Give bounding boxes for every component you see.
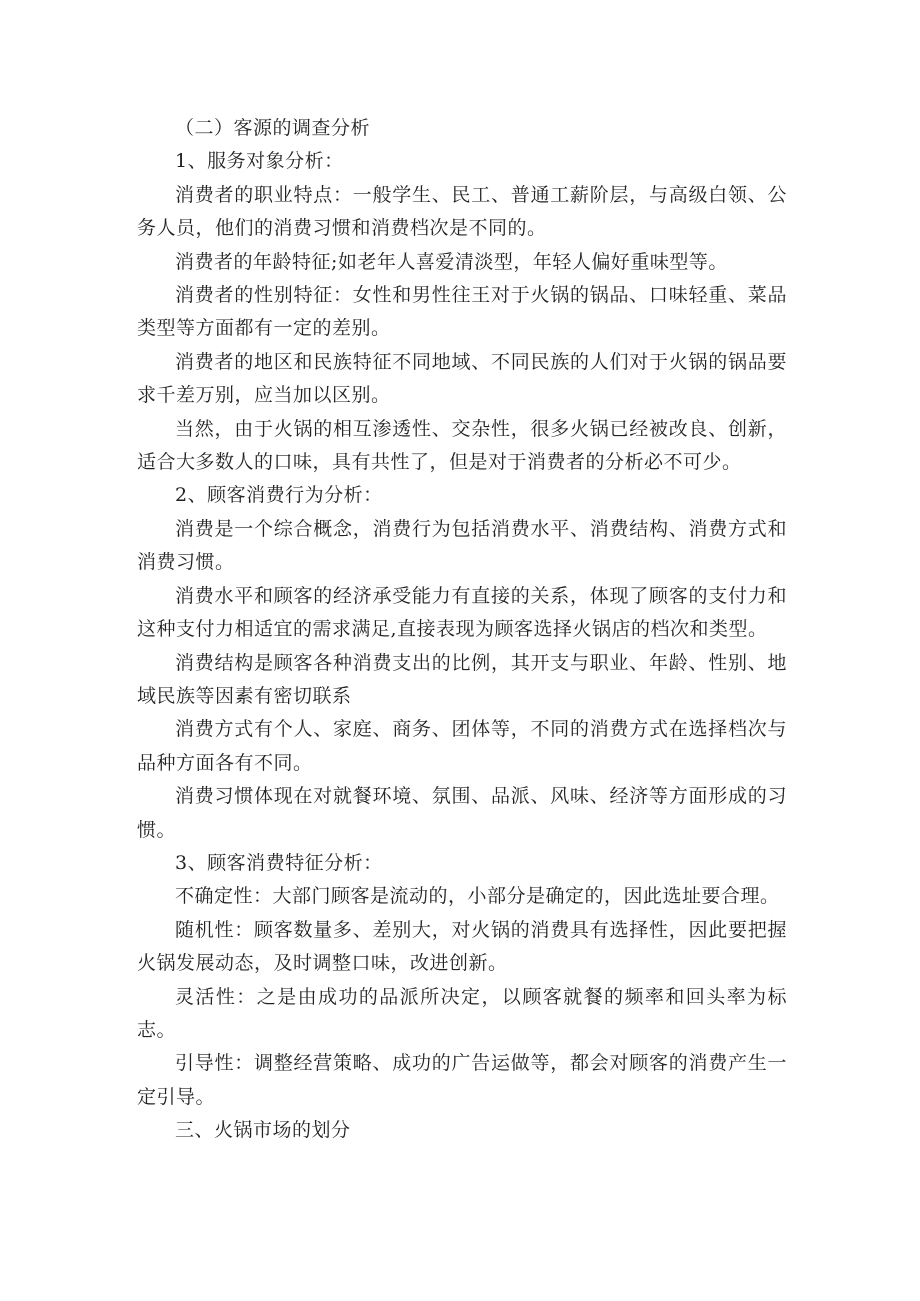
paragraph-consumption-mode: 消费方式有个人、家庭、商务、团体等，不同的消费方式在选择档次与品种方面各有不同。 (137, 718, 787, 774)
section-heading-customer-source: （二）客源的调查分析 (175, 117, 371, 139)
paragraph-consumption-habit: 消费习惯体现在对就餐环境、氛围、品派、风味、经济等方面形成的习惯。 (137, 785, 787, 841)
subheading-service-target: 1、服务对象分析： (175, 150, 344, 173)
paragraph-consumption-structure: 消费结构是顾客各种消费支出的比例，其开支与职业、年龄、性别、地域民族等因素有密切联系 (137, 651, 787, 707)
document-body (137, 112, 787, 1148)
paragraph-region-ethnicity: 消费者的地区和民族特征不同地域、不同民族的人们对于火锅的锅品要求千差万别，应当加以区别。 (137, 350, 787, 407)
paragraph-flexibility: 灵活性：之是由成功的品派所决定，以顾客就餐的频率和回头率为标志。 (137, 985, 787, 1041)
paragraph-uncertainty: 不确定性：大部门顾客是流动的，小部分是确定的，因此选址要合理。 (175, 885, 780, 908)
section-heading-market-division: 三、火锅市场的划分 (175, 1119, 351, 1142)
paragraph-gender: 消费者的性别特征：女性和男性往王对于火锅的锅品、口味轻重、菜品类型等方面都有一定的差别。 (137, 284, 787, 340)
paragraph-age: 消费者的年龄特征;如老年人喜爱清淡型，年轻人偏好重味型等。 (175, 250, 728, 273)
paragraph-randomness: 随机性：顾客数量多、差别大，对火锅的消费具有选择性，因此要把握火锅发展动态，及时调整口味，改进创新。 (137, 918, 787, 975)
paragraph-occupation: 消费者的职业特点：一般学生、民工、普通工薪阶层，与高级白领、公务人员，他们的消费习惯和消费档次是不同的。 (137, 183, 787, 240)
subheading-consumer-behavior: 2、顾客消费行为分析： (175, 484, 383, 507)
paragraph-consumption-level: 消费水平和顾客的经济承受能力有直接的关系，体现了顾客的支付力和这种支付力相适宜的需求满足,直接表现为顾客选择火锅店的档次和类型。 (137, 584, 787, 641)
paragraph-commonality: 当然，由于火锅的相互渗透性、交杂性，很多火锅已经被改良、创新，适合大多数人的口味，具有共性了，但是对于消费者的分析必不可少。 (137, 417, 787, 474)
paragraph-guidance: 引导性：调整经营策略、成功的广告运做等，都会对顾客的消费产生一定引导。 (137, 1052, 787, 1108)
paragraph-consumption-concept: 消费是一个综合概念，消费行为包括消费水平、消费结构、消费方式和消费习惯。 (137, 517, 787, 574)
subheading-consumer-characteristics: 3、顾客消费特征分析： (175, 851, 383, 874)
